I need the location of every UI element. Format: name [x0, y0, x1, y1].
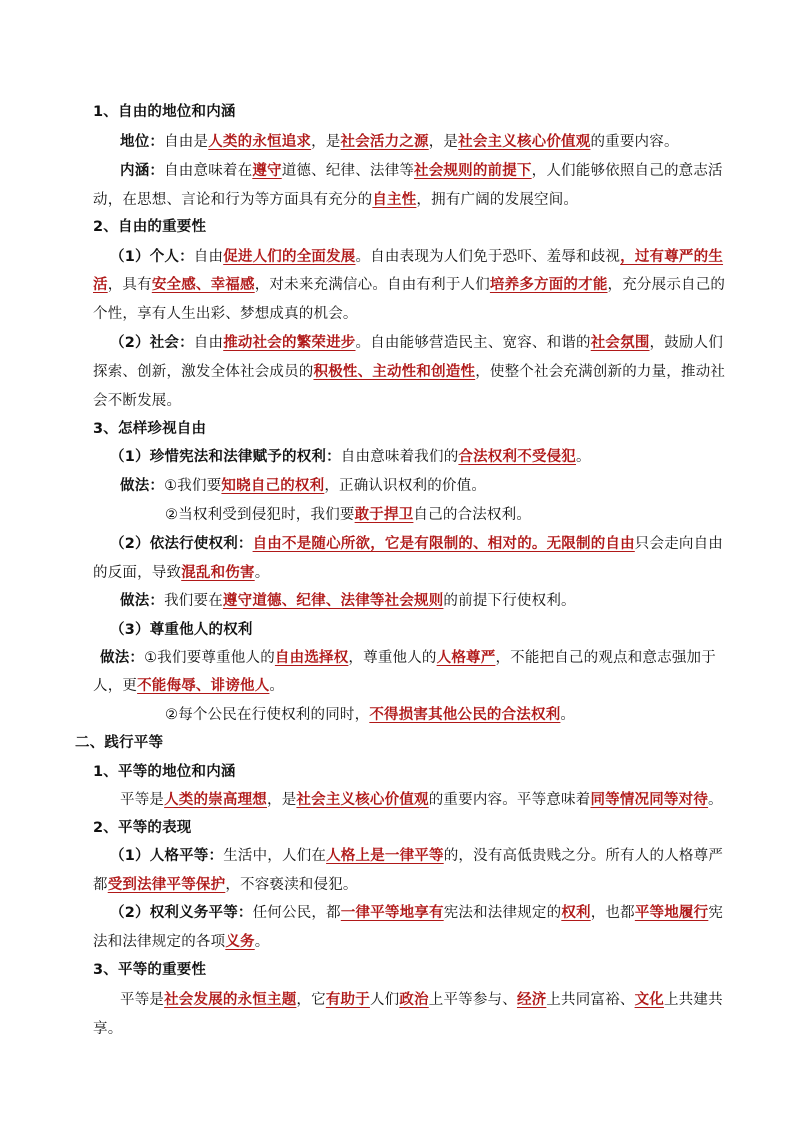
- text-segment: ②当权利受到侵犯时，我们要: [165, 507, 355, 523]
- text-line: [120, 132, 679, 152]
- key-term: 社会主义核心价值观: [458, 134, 591, 150]
- text-segment: 。: [269, 678, 285, 694]
- text-segment: 宪: [708, 905, 724, 921]
- text-line: [120, 161, 723, 181]
- key-term: 权利: [561, 905, 591, 921]
- text-segment: ，正确认识权利的价值。: [324, 478, 487, 494]
- text-segment: 任何公民，都: [252, 905, 341, 921]
- text-segment: ①我们要: [164, 478, 222, 494]
- text-segment: 生活中，人们在: [223, 848, 327, 864]
- bold-label: 3、平等的重要性: [93, 962, 207, 978]
- bold-label: （2）权利义务平等：: [110, 905, 253, 921]
- key-term: ，过有尊严的生: [620, 249, 724, 265]
- text-segment: 平等是: [120, 992, 165, 1008]
- text-line: [93, 102, 236, 122]
- bold-label: 内涵：: [120, 163, 165, 179]
- text-segment: 自由是: [164, 134, 209, 150]
- text-line: [165, 705, 575, 725]
- bold-label: （2）社会：: [110, 335, 194, 351]
- bold-label: （1）珍惜宪法和法律赋予的权利：: [110, 449, 341, 465]
- text-segment: 上平等参与、: [428, 992, 517, 1008]
- text-segment: 。: [254, 934, 270, 950]
- key-term: 社会主义核心价值观: [296, 792, 429, 808]
- key-term: 合法权利不受侵犯: [458, 449, 577, 465]
- text-line: [93, 960, 206, 980]
- text-segment: ，人们能够依照自己的意志活: [531, 163, 723, 179]
- key-term: 遵守道德、纪律、法律等社会规则: [222, 593, 444, 609]
- text-line: [93, 419, 206, 439]
- text-segment: 的重要内容。: [590, 134, 679, 150]
- bold-label: 地位：: [120, 134, 165, 150]
- text-segment: ，它: [296, 992, 326, 1008]
- text-segment: 法和法律规定的各项: [93, 934, 226, 950]
- key-term: 自由选择权: [274, 650, 349, 666]
- text-segment: 自由意味着我们的: [340, 449, 459, 465]
- key-term: 社会规则的前提下: [414, 163, 532, 179]
- text-segment: 个性，享有人生出彩、梦想成真的机会。: [93, 306, 358, 322]
- text-line: [93, 676, 284, 696]
- key-term: 义务: [225, 934, 255, 950]
- text-segment: 自由意味着在: [164, 163, 253, 179]
- key-term: 社会活力之源: [340, 134, 429, 150]
- text-line: [100, 648, 716, 668]
- text-line: [120, 990, 723, 1010]
- text-segment: 享。: [93, 1021, 123, 1037]
- text-line: [165, 505, 531, 525]
- text-line: [93, 762, 236, 782]
- text-segment: ，拥有广阔的发展空间。: [416, 192, 579, 208]
- text-line: [110, 620, 253, 640]
- text-line: [120, 591, 576, 611]
- bold-label: （1）个人：: [110, 249, 194, 265]
- key-term: 促进人们的全面发展: [223, 249, 356, 265]
- text-line: [110, 247, 723, 267]
- text-line: [93, 1019, 122, 1039]
- text-line: [93, 563, 269, 583]
- text-segment: ，充分展示自己的: [607, 277, 726, 293]
- key-term: 平等地履行: [634, 905, 709, 921]
- text-segment: 平等是: [120, 792, 165, 808]
- text-line: [120, 476, 486, 496]
- text-line: [75, 733, 163, 753]
- key-term: 同等情况同等对待: [590, 792, 709, 808]
- text-segment: 。: [254, 565, 270, 581]
- key-term: 自由不是随心所欲，它是有限制的、相对的。无限制的自由: [252, 536, 635, 552]
- text-line: [110, 534, 723, 554]
- text-line: [110, 447, 591, 467]
- bold-label: 做法：: [120, 593, 165, 609]
- text-segment: 道德、纪律、法律等: [281, 163, 415, 179]
- key-term: 社会氛围: [590, 335, 650, 351]
- key-term: 知晓自己的权利: [221, 478, 325, 494]
- text-line: [93, 190, 578, 210]
- text-segment: ，鼓励人们: [649, 335, 724, 351]
- text-segment: ②每个公民在行使权利的同时，: [165, 707, 370, 723]
- key-term: 受到法律平等保护: [107, 877, 226, 893]
- bold-label: 二、践行平等: [75, 735, 164, 751]
- text-segment: ，具有: [107, 277, 152, 293]
- text-segment: 只会走向自由: [634, 536, 723, 552]
- text-segment: ，尊重他人的: [348, 650, 437, 666]
- text-segment: 。自由表现为人们免于恐吓、羞辱和歧视: [355, 249, 621, 265]
- key-term: 人格上是一律平等: [326, 848, 444, 864]
- text-segment: 。: [708, 792, 723, 808]
- key-term: 文化: [634, 992, 664, 1008]
- text-segment: 人，更: [93, 678, 138, 694]
- text-line: [93, 217, 206, 237]
- text-segment: 上共建共: [663, 992, 723, 1008]
- key-term: 人类的崇高理想: [164, 792, 268, 808]
- text-segment: 的前提下行使权利。: [443, 593, 576, 609]
- text-segment: ，是: [311, 134, 341, 150]
- key-term: 有助于: [325, 992, 370, 1008]
- text-line: [93, 304, 358, 324]
- key-term: 敢于捍卫: [354, 507, 414, 523]
- key-term: 培养多方面的才能: [489, 277, 608, 293]
- key-term: 经济: [516, 992, 547, 1008]
- text-line: [93, 932, 269, 952]
- key-term: 政治: [399, 992, 429, 1008]
- key-term: 遵守: [252, 163, 282, 179]
- key-term: 安全感、幸福感: [151, 277, 255, 293]
- text-line: [93, 275, 725, 295]
- text-segment: 上共同富裕、: [546, 992, 635, 1008]
- text-segment: 宪法和法律规定的: [443, 905, 562, 921]
- text-segment: 的重要内容。平等意味着: [428, 792, 591, 808]
- key-term: 人格尊严: [436, 650, 496, 666]
- text-segment: ，对未来充满信心。自由有利于人们: [254, 277, 490, 293]
- bold-label: （2）依法行使权利：: [110, 536, 253, 552]
- text-segment: ①我们要尊重他人的: [144, 650, 275, 666]
- text-segment: 自己的合法权利。: [413, 507, 532, 523]
- key-term: 推动社会的繁荣进步: [223, 335, 356, 351]
- text-segment: 会不断发展。: [93, 393, 182, 409]
- bold-label: 2、平等的表现: [93, 820, 192, 836]
- text-segment: 我们要在: [164, 593, 223, 609]
- bold-label: （1）人格平等：: [110, 848, 224, 864]
- key-term: 不得损害其他公民的合法权利: [369, 707, 561, 723]
- text-segment: 都: [93, 877, 108, 893]
- text-line: [93, 875, 358, 895]
- text-segment: 。: [560, 707, 576, 723]
- key-term: 混乱和伤害: [181, 565, 255, 581]
- text-segment: 。自由能够营造民主、宽容、和谐的: [355, 335, 591, 351]
- key-term: 一律平等地享有: [340, 905, 444, 921]
- key-term: 活: [93, 277, 108, 293]
- text-line: [120, 790, 723, 810]
- text-line: [93, 362, 725, 382]
- text-segment: 。: [576, 449, 591, 465]
- text-segment: 动，在思想、言论和行为等方面具有充分的: [93, 192, 373, 208]
- bold-label: 3、怎样珍视自由: [93, 421, 207, 437]
- text-line: [110, 903, 723, 923]
- text-segment: ，是: [267, 792, 297, 808]
- bold-label: 1、平等的地位和内涵: [93, 764, 236, 780]
- text-segment: 人们: [369, 992, 400, 1008]
- text-segment: ，不容亵渎和侵犯。: [225, 877, 358, 893]
- key-term: 人类的永恒追求: [208, 134, 312, 150]
- text-segment: ，是: [428, 134, 459, 150]
- text-segment: ，使整个社会充满创新的力量，推动社: [475, 364, 726, 380]
- key-term: 积极性、主动性和创造性: [313, 364, 476, 380]
- bold-label: 做法：: [100, 650, 145, 666]
- text-line: [93, 818, 192, 838]
- text-segment: ，也都: [590, 905, 635, 921]
- key-term: 自主性: [372, 192, 417, 208]
- bold-label: （3）尊重他人的权利: [110, 622, 253, 638]
- key-term: 不能侮辱、诽谤他人: [137, 678, 270, 694]
- text-line: [93, 391, 181, 411]
- text-segment: 探索、创新，激发全体社会成员的: [93, 364, 314, 380]
- text-segment: 自由: [193, 335, 224, 351]
- text-line: [110, 846, 723, 866]
- bold-label: 2、自由的重要性: [93, 219, 207, 235]
- text-line: [110, 333, 723, 353]
- text-segment: ，不能把自己的观点和意志强加于: [495, 650, 716, 666]
- bold-label: 1、自由的地位和内涵: [93, 104, 236, 120]
- key-term: 社会发展的永恒主题: [164, 992, 297, 1008]
- bold-label: 做法：: [120, 478, 165, 494]
- text-segment: 的，没有高低贵贱之分。所有人的人格尊严: [443, 848, 724, 864]
- text-segment: 的反面，导致: [93, 565, 182, 581]
- text-segment: 自由: [193, 249, 224, 265]
